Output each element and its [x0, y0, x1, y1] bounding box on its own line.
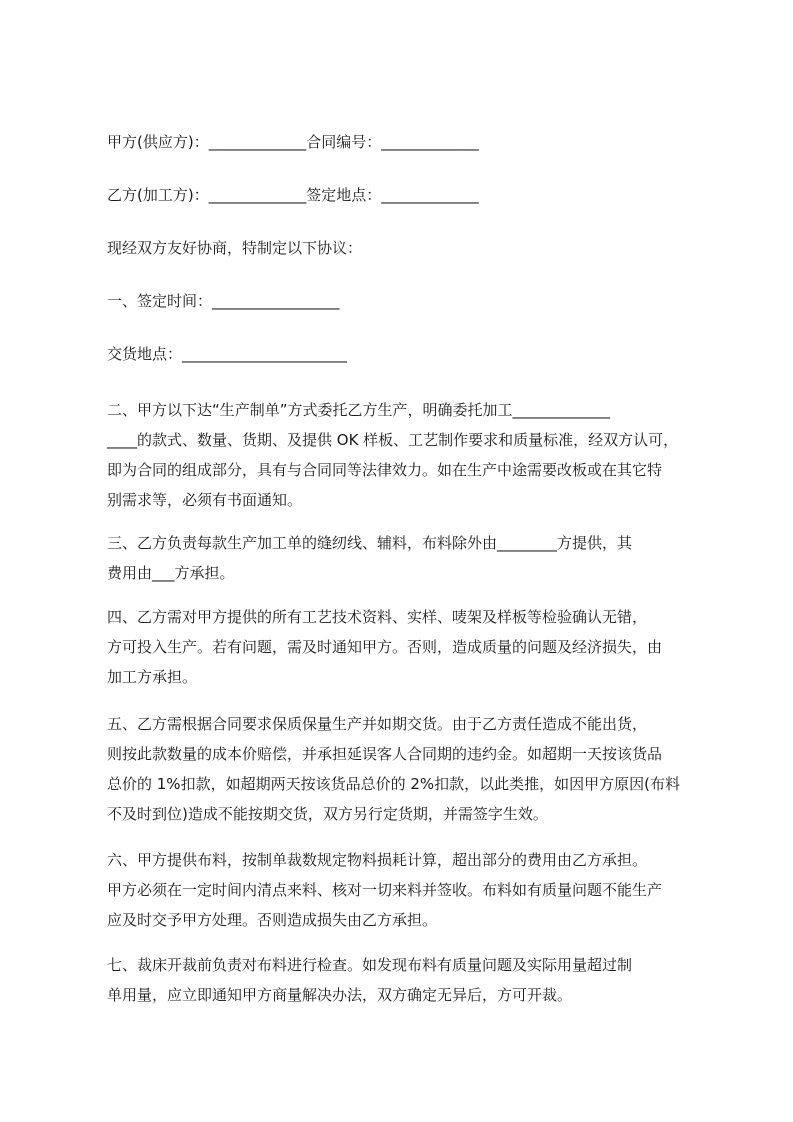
party-b-line: 乙方(加工方)：_____________签定地点：_____________: [107, 186, 479, 204]
clause-6: 六、甲方提供布料，按制单裁数规定物料损耗计算，超出部分的费用由乙方承担。 甲方必须在一定时间内清点来料、核对一切来料并签收。布料如有质量问题不能生产 应及时交予甲方处理。否则造成损失由乙方承担。: [107, 851, 663, 929]
sign-time-line: 一、签定时间：_________________: [107, 292, 340, 310]
clause-3: 三、乙方负责每款生产加工单的缝纫线、辅料，布料除外由________方提供，其 费用由___方承担。: [107, 534, 633, 582]
delivery-place-line: 交货地点：______________________: [107, 345, 348, 363]
clause-4: 四、乙方需对甲方提供的所有工艺技术资料、实样、唛架及样板等检验确认无错， 方可投入生产。若有问题，需及时通知甲方。否则，造成质量的问题及经济损失，由 加工方承担。: [107, 608, 663, 686]
clause-5: 五、乙方需根据合同要求保质保量生产并如期交货。由于乙方责任造成不能出货， 则按此款数量的成本价赔偿，并承担延误客人合同期的违约金。如超期一天按该货品 总价的 1%扣款，如超期两天按该货品总价的 2%扣款，以此类推，如因甲方原因(布料 不及时到位)造成不能按期交货，双方另行定货期，并需签字生效。: [107, 715, 680, 823]
clause-7: 七、裁床开裁前负责对布料进行检查。如发现布料有质量问题及实际用量超过制 单用量，应立即通知甲方商量解决办法，双方确定无异后，方可开裁。: [107, 956, 633, 1004]
party-a-line: 甲方(供应方)：_____________合同编号：_____________: [107, 133, 479, 151]
intro-line: 现经双方友好协商，特制定以下协议：: [107, 239, 363, 257]
clause-2: 二、甲方以下达“生产制单”方式委托乙方生产，明确委托加工_____________ ____的款式、数量、货期、及提供 OK 样板、工艺制作要求和质量标准，经双方认可， 即为合同的组成部分，具有与合同同等法律效力。如在生产中途需要改板或在其它特 别需求等，必须有书面通知。: [107, 401, 679, 509]
